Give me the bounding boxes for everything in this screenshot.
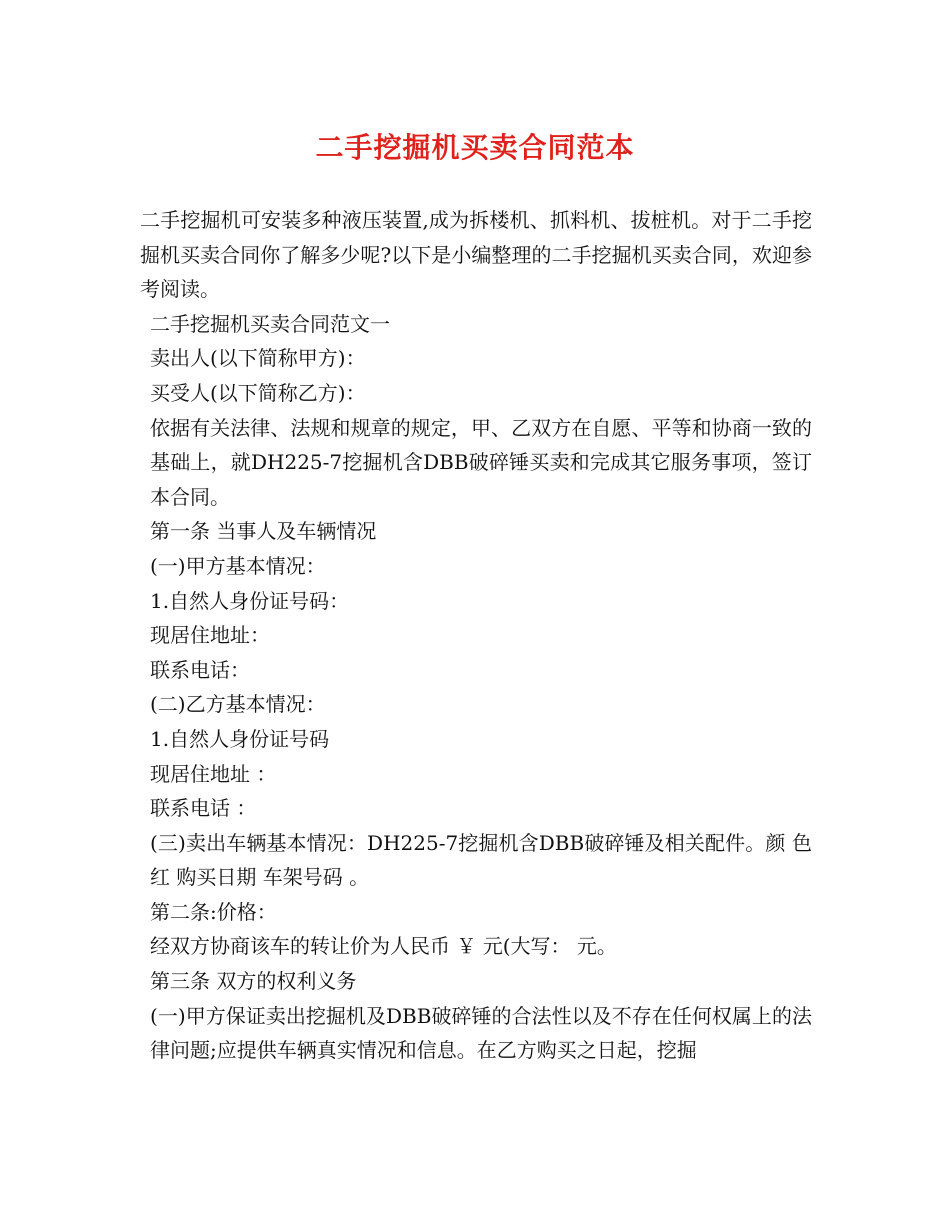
seller-info-heading: (一)甲方基本情况： <box>150 553 326 578</box>
sample-heading: 二手挖掘机买卖合同范文一 <box>150 311 390 336</box>
article-1-heading: 第一条 当事人及车辆情况 <box>150 519 377 544</box>
seller-id-line: 1.自然人身份证号码： <box>150 588 350 613</box>
article-3-heading: 第三条 双方的权利义务 <box>150 969 357 994</box>
buyer-id-line: 1.自然人身份证号码 <box>150 726 330 751</box>
price-line: 经双方协商该车的转让价为人民币 ￥ 元(大写： 元。 <box>150 934 617 959</box>
seller-phone-line: 联系电话： <box>150 657 250 682</box>
seller-address-line: 现居住地址： <box>150 623 270 648</box>
seller-obligation-paragraph: (一)甲方保证卖出挖掘机及DBB破碎锤的合法性以及不存在任何权属上的法律问题;应提供车辆真实情况和信息。在乙方购买之日起，挖掘 <box>150 1003 812 1063</box>
article-2-heading: 第二条:价格： <box>150 899 277 924</box>
seller-line: 卖出人(以下简称甲方)： <box>150 346 366 371</box>
vehicle-info-paragraph: (三)卖出车辆基本情况：DH225-7挖掘机含DBB破碎锤及相关配件。颜 色 红 购买日期 车架号码 。 <box>150 830 812 890</box>
buyer-address-line: 现居住地址 ： <box>150 761 277 786</box>
buyer-phone-line: 联系电话 ： <box>150 796 257 821</box>
document-title: 二手挖掘机买卖合同范本 <box>315 131 635 164</box>
buyer-line: 买受人(以下简称乙方)： <box>150 380 366 405</box>
buyer-info-heading: (二)乙方基本情况： <box>150 692 326 717</box>
document-body <box>140 203 812 1068</box>
intro-paragraph: 二手挖掘机可安装多种液压装置,成为拆楼机、抓料机、拔桩机。对于二手挖掘机买卖合同你了解多少呢?以下是小编整理的二手挖掘机买卖合同，欢迎参考阅读。 <box>140 208 812 302</box>
preamble-paragraph: 依据有关法律、法规和规章的规定，甲、乙双方在自愿、平等和协商一致的基础上，就DH225-7挖掘机含DBB破碎锤买卖和完成其它服务事项，签订本合同。 <box>150 415 812 509</box>
